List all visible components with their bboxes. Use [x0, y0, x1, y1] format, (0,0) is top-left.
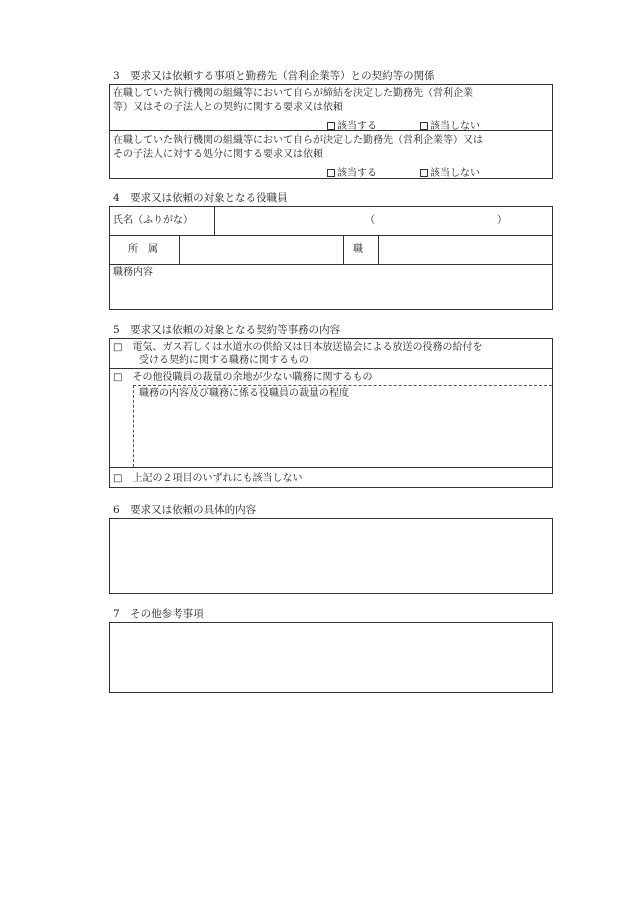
section5-heading: 5 要求又は依頼の対象となる契約等事務の内容	[113, 324, 341, 336]
section5-sub-box-top	[133, 385, 552, 386]
section6-heading: 6 要求又は依頼の具体的内容	[113, 504, 257, 516]
section3-row1-yes-label: 該当する	[337, 121, 377, 132]
checkbox-icon[interactable]	[327, 122, 335, 130]
section5-item1-line2: 受ける契約に関する職務に関するもの	[139, 355, 309, 366]
section3-row2-yes-option[interactable]	[327, 164, 377, 179]
section3-row1-line1: 在職していた執行機関の組織等において自らが締結を決定した勤務先（営利企業	[113, 88, 473, 99]
checkbox-icon[interactable]	[420, 122, 428, 130]
section5-item3[interactable]: □ 上記の２項目のいずれにも該当しない	[113, 473, 303, 484]
section3-row1-no-option[interactable]	[420, 117, 480, 132]
section5-item2-sub-label: 職務の内容及び職務に係る役職員の裁量の程度	[139, 388, 349, 399]
section3-row2-line2: その子法人に対する処分に関する要求又は依頼	[113, 149, 323, 160]
section3-row1-no-label: 該当しない	[430, 121, 480, 132]
section4-heading: 4 要求又は依頼の対象となる役職員	[113, 192, 288, 204]
name-field[interactable]	[215, 208, 365, 233]
name-label: 氏名（ふりがな）	[113, 215, 193, 226]
furigana-paren-close: ）	[497, 215, 507, 226]
post-label: 職	[353, 244, 363, 255]
section7-heading: 7 その他参考事項	[113, 608, 204, 620]
section3-heading: 3 要求又は依頼する事項と勤務先（営利企業等）との契約等の関係	[113, 70, 435, 82]
section3-row2-no-label: 該当しない	[430, 168, 480, 179]
section5-item2[interactable]: □ その他役職員の裁量の余地が少ない職務に関するもの	[113, 372, 373, 383]
section5-divider-1	[109, 368, 553, 369]
section5-item1-line1[interactable]: □ 電気、ガス若しくは水道水の供給又は日本放送協会による放送の役務の給付を	[113, 342, 483, 353]
dept-label: 所 属	[128, 244, 158, 255]
section5-divider-2	[109, 467, 553, 468]
section3-row2-yes-label: 該当する	[337, 168, 377, 179]
section6-text-area[interactable]	[109, 518, 553, 594]
section4-post-separator-left	[343, 235, 344, 264]
section7-text-area[interactable]	[109, 622, 553, 693]
section3-row1-line2: 等）又はその子法人との契約に関する要求又は依頼	[113, 102, 343, 113]
section5-sub-box-left	[133, 385, 134, 467]
section4-divider-1	[109, 235, 553, 236]
checkbox-icon[interactable]	[327, 169, 335, 177]
section3-row2-no-option[interactable]	[420, 164, 480, 179]
furigana-paren-open: （	[365, 215, 375, 226]
duties-label: 職務内容	[113, 267, 153, 278]
section4-divider-2	[109, 264, 553, 265]
section3-row2-line1: 在職していた執行機関の組織等において自らが決定した勤務先（営利企業等）又は	[113, 135, 483, 146]
post-field[interactable]	[379, 237, 551, 262]
section3-row1-yes-option[interactable]	[327, 117, 377, 132]
checkbox-icon[interactable]	[420, 169, 428, 177]
dept-field[interactable]	[180, 237, 342, 262]
